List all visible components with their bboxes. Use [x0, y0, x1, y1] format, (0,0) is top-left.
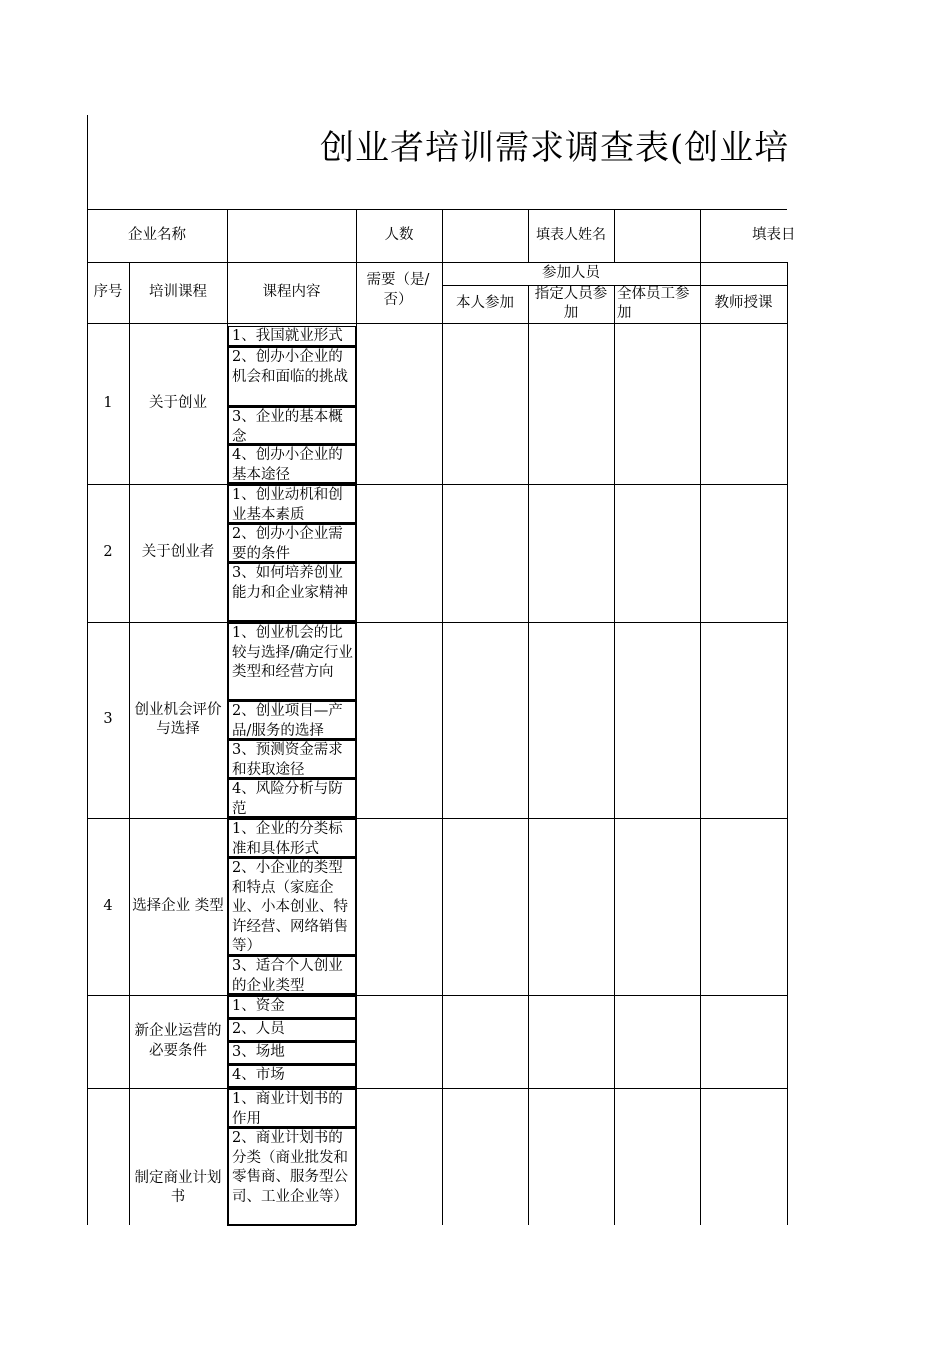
page-title: 创业者培训需求调查表(创业培 — [320, 128, 790, 168]
company-name-field[interactable] — [227, 209, 356, 262]
course-content-item: 1、我国就业形式 — [227, 326, 356, 347]
section-seq: 4 — [103, 897, 113, 914]
course-content-item: 1、创业机会的比较与选择/确定行业类型和经营方向 — [227, 623, 356, 701]
section-course: 制定商业计划书 — [134, 1169, 222, 1205]
people-count-field[interactable] — [442, 209, 528, 262]
header-need: 需要（是/否） — [366, 272, 430, 308]
section-seq: 3 — [103, 711, 113, 728]
section-course: 新企业运营的必要条件 — [134, 1023, 222, 1059]
course-content-item: 3、适合个人创业的企业类型 — [227, 956, 356, 995]
course-content-item: 2、创办小企业的机会和面临的挑战 — [227, 347, 356, 407]
course-content-item: 2、创办小企业需要的条件 — [227, 524, 356, 563]
course-content-item: 4、创办小企业的基本途径 — [227, 445, 356, 484]
grid-line — [700, 209, 701, 1225]
course-content-item: 3、预测资金需求和获取途径 — [227, 740, 356, 779]
section-seq: 2 — [103, 544, 113, 561]
company-name-label: 企业名称 — [128, 226, 186, 243]
section-course: 选择企业 类型 — [132, 897, 224, 914]
course-content-item: 1、资金 — [227, 996, 356, 1019]
filler-name-label: 填表人姓名 — [536, 226, 606, 243]
header-content: 课程内容 — [262, 283, 321, 300]
course-content-item: 2、创业项目—产品/服务的选择 — [227, 701, 356, 740]
header-participants: 参加人员 — [542, 264, 600, 281]
section-seq: 1 — [103, 394, 113, 411]
section-seq — [87, 995, 129, 1088]
header-course: 培训课程 — [149, 283, 207, 300]
section-course: 关于创业者 — [141, 544, 215, 561]
section-course: 关于创业 — [149, 394, 207, 411]
grid-line — [356, 209, 357, 1225]
header-teacher: 教师授课 — [714, 295, 773, 312]
section-course: 创业机会评价与选择 — [134, 701, 222, 737]
course-content-item: 3、如何培养创业能力和企业家精神 — [227, 563, 356, 622]
section-seq — [87, 1088, 129, 1225]
header-assigned: 指定人员参加 — [534, 286, 608, 321]
course-content-item: 2、商业计划书的分类（商业批发和零售商、服务型公司、工业企业等） — [227, 1128, 356, 1226]
filler-name-field[interactable] — [614, 209, 700, 262]
course-content-item: 3、企业的基本概念 — [227, 407, 356, 445]
fill-date-label: 填表日 — [752, 226, 796, 243]
grid-line — [528, 285, 529, 1225]
course-content-item: 1、创业动机和创业基本素质 — [227, 485, 356, 524]
course-content-item: 4、风险分析与防范 — [227, 779, 356, 818]
course-content-item: 2、人员 — [227, 1019, 356, 1042]
course-content-item: 4、市场 — [227, 1065, 356, 1088]
course-content-item: 1、企业的分类标准和具体形式 — [227, 819, 356, 858]
header-all-staff: 全体员工参加 — [617, 286, 690, 321]
people-count-label: 人数 — [384, 226, 414, 243]
course-content-item: 1、商业计划书的作用 — [227, 1089, 356, 1128]
grid-line — [442, 209, 443, 1225]
header-self: 本人参加 — [456, 295, 514, 312]
course-content-item: 2、小企业的类型和特点（家庭企业、小本创业、特许经营、网络销售等） — [227, 858, 356, 956]
grid-line — [787, 262, 788, 1225]
grid-line — [614, 285, 615, 1225]
header-seq: 序号 — [93, 283, 123, 300]
course-content-item: 3、场地 — [227, 1042, 356, 1065]
